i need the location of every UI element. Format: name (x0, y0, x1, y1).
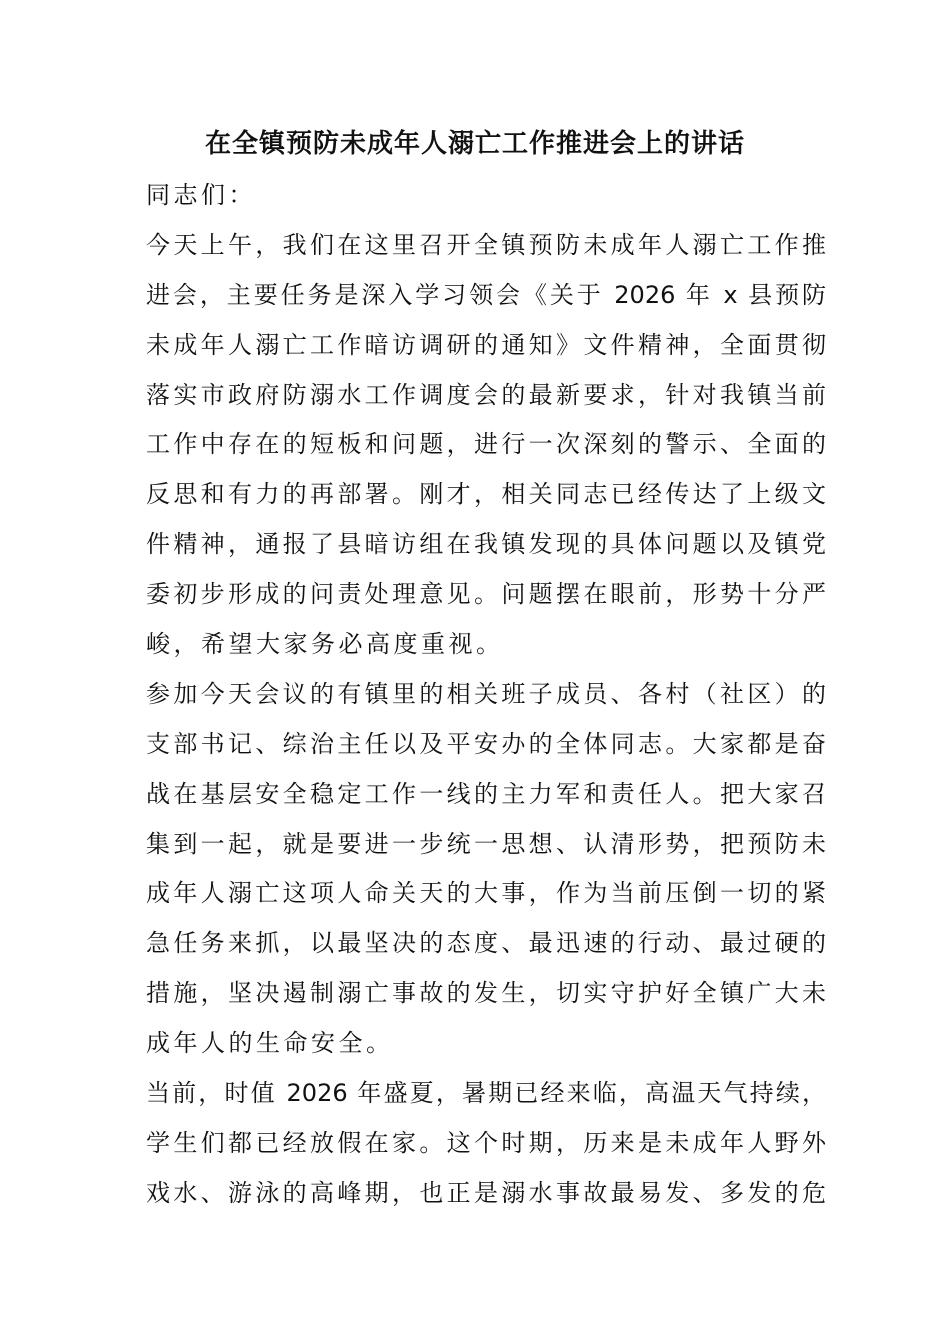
body-line: 今天上午，我们在这里召开全镇预防未成年人溺亡工作推 (146, 230, 826, 259)
body-line: 学生们都已经放假在家。这个时期，历来是未成年人野外 (146, 1128, 826, 1157)
body-line: 成年人溺亡这项人命关天的大事，作为当前压倒一切的紧 (146, 879, 826, 908)
body-line: 戏水、游泳的高峰期，也正是溺水事故最易发、多发的危 (146, 1178, 826, 1207)
body-line: 同志们： (146, 181, 256, 209)
document-body (146, 171, 826, 1219)
body-line: 战在基层安全稳定工作一线的主力军和责任人。把大家召 (146, 779, 826, 808)
body-line: 工作中存在的短板和问题，进行一次深刻的警示、全面的 (146, 430, 826, 459)
body-line: 未成年人溺亡工作暗访调研的通知》文件精神，全面贯彻 (146, 330, 826, 359)
body-line: 集到一起，就是要进一步统一思想、认清形势，把预防未 (146, 829, 826, 858)
body-line: 落实市政府防溺水工作调度会的最新要求，针对我镇当前 (146, 380, 826, 409)
body-line: 急任务来抓，以最坚决的态度、最迅速的行动、最过硬的 (146, 929, 826, 958)
body-line: 支部书记、综治主任以及平安办的全体同志。大家都是奋 (146, 729, 826, 758)
body-line: 进会，主要任务是深入学习领会《关于 2026 年 x 县预防 (146, 280, 826, 309)
document-title: 在全镇预防未成年人溺亡工作推进会上的讲话 (204, 129, 745, 159)
body-line: 参加今天会议的有镇里的相关班子成员、各村（社区）的 (146, 679, 826, 708)
body-line: 峻，希望大家务必高度重视。 (146, 630, 504, 659)
body-line: 当前，时值 2026 年盛夏，暑期已经来临，高温天气持续， (146, 1079, 826, 1108)
body-line: 措施，坚决遏制溺亡事故的发生，切实守护好全镇广大未 (146, 979, 826, 1008)
body-line: 成年人的生命安全。 (146, 1029, 394, 1058)
body-line: 委初步形成的问责处理意见。问题摆在眼前，形势十分严 (146, 580, 826, 609)
body-line: 件精神，通报了县暗访组在我镇发现的具体问题以及镇党 (146, 530, 826, 559)
body-line: 反思和有力的再部署。刚才，相关同志已经传达了上级文 (146, 480, 826, 509)
